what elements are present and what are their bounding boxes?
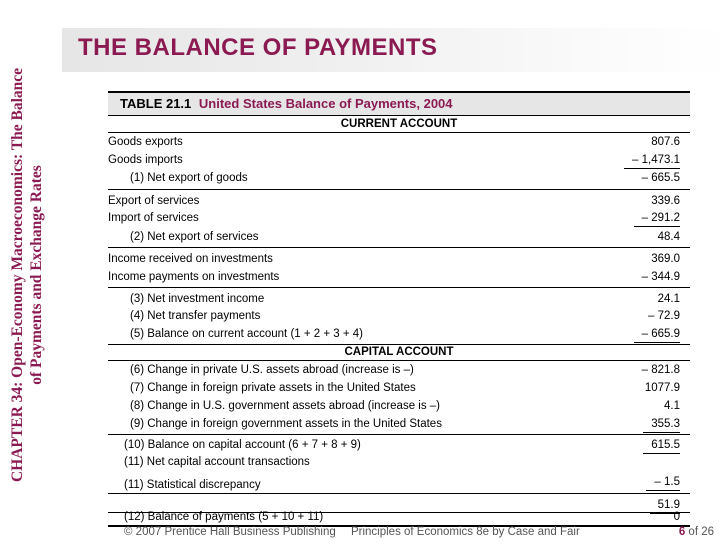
table-row — [108, 210, 690, 226]
current-account-header: CURRENT ACCOUNT — [340, 118, 458, 130]
chapter-title-line1: CHAPTER 34: Open-Economy Macroeconomics: The Balance — [9, 67, 26, 483]
row-label: Income received on investments — [108, 253, 273, 265]
row-value: 615.5 — [643, 437, 680, 454]
row-label: (2) Net export of services — [130, 231, 259, 243]
row-label: (7) Change in foreign private assets in the United States — [130, 382, 416, 394]
row-value: 807.6 — [651, 136, 680, 148]
table-row — [108, 170, 690, 186]
row-value: 24.1 — [657, 293, 680, 305]
table-row — [108, 437, 690, 453]
row-label: (11) Statistical discrepancy — [124, 479, 261, 491]
row-value: – 344.9 — [641, 271, 680, 283]
row-label: (6) Change in private U.S. assets abroad (increase is –) — [130, 364, 414, 376]
capital-account-header: CAPITAL ACCOUNT — [344, 346, 454, 358]
table-row — [108, 134, 690, 150]
row-value: – 665.9 — [634, 326, 680, 343]
row-label: (1) Net export of goods — [130, 172, 248, 184]
row-value: 51.9 — [650, 497, 680, 514]
table-row — [108, 308, 690, 324]
slide-title: THE BALANCE OF PAYMENTS — [78, 34, 438, 61]
footer-book: Principles of Economics 8e by Case and Fair — [350, 526, 580, 538]
page-total: of 26 — [688, 526, 714, 538]
row-label: (4) Net transfer payments — [130, 310, 261, 322]
row-label: (3) Net investment income — [130, 293, 265, 305]
divider — [108, 493, 690, 494]
row-value: – 72.9 — [648, 310, 680, 322]
table-row — [108, 380, 690, 396]
row-value: – 665.5 — [641, 172, 680, 184]
row-value: 1077.9 — [644, 382, 680, 394]
table-row — [108, 416, 690, 432]
table-row — [108, 269, 690, 285]
row-value: – 291.2 — [634, 210, 680, 227]
chapter-title-line2: of Payments and Exchange Rates — [28, 165, 45, 385]
row-label: (10) Balance on capital account (6 + 7 + 8 + 9) — [124, 439, 361, 451]
row-value: 4.1 — [664, 400, 680, 412]
row-label: Goods imports — [108, 154, 183, 166]
table-row — [108, 362, 690, 378]
row-value: 355.3 — [643, 416, 680, 433]
table-row — [108, 477, 690, 511]
row-label: Income payments on investments — [108, 271, 280, 283]
row-value: – 1.5 — [646, 474, 680, 491]
row-label: Goods exports — [108, 136, 183, 148]
row-value: 48.4 — [657, 231, 680, 243]
chapter-title-vertical — [8, 20, 46, 530]
row-value: 339.6 — [651, 195, 680, 207]
footer-publisher: © 2007 Prentice Hall Business Publishing — [124, 526, 336, 538]
page-indicator — [679, 526, 714, 538]
table-row — [108, 229, 690, 245]
divider — [108, 287, 690, 288]
divider — [108, 189, 690, 190]
row-label: (9) Change in foreign government assets in the United States — [130, 418, 442, 430]
table-row — [108, 509, 690, 525]
row-label: Import of services — [108, 212, 199, 224]
footer-credits — [124, 526, 580, 538]
row-label: (5) Balance on current account (1 + 2 + 3 + 4) — [130, 328, 364, 340]
table-label: TABLE 21.1 — [120, 96, 192, 111]
divider — [108, 247, 690, 248]
table-row — [108, 326, 690, 342]
divider — [108, 360, 690, 361]
table-row — [108, 193, 690, 209]
chapter-sidebar — [0, 0, 62, 546]
divider — [108, 132, 690, 133]
table-caption — [108, 91, 690, 116]
table-row — [108, 398, 690, 414]
row-label: Export of services — [108, 195, 200, 207]
row-label: (11) Net capital account transactions — [124, 456, 310, 468]
row-value: 0 — [673, 511, 680, 523]
row-value: – 821.8 — [641, 364, 680, 376]
row-value: – 1,473.1 — [624, 152, 680, 169]
divider — [108, 434, 690, 435]
table-row — [108, 251, 690, 267]
row-label: (8) Change in U.S. government assets abroad (increase is –) — [130, 400, 441, 412]
page-current: 6 — [678, 526, 686, 538]
table-row — [108, 291, 690, 307]
table-row — [108, 152, 690, 168]
row-value: 369.0 — [651, 253, 680, 265]
row-label: (12) Balance of payments (5 + 10 + 11) — [124, 511, 324, 523]
table-caption-title: United States Balance of Payments, 2004 — [198, 96, 453, 111]
